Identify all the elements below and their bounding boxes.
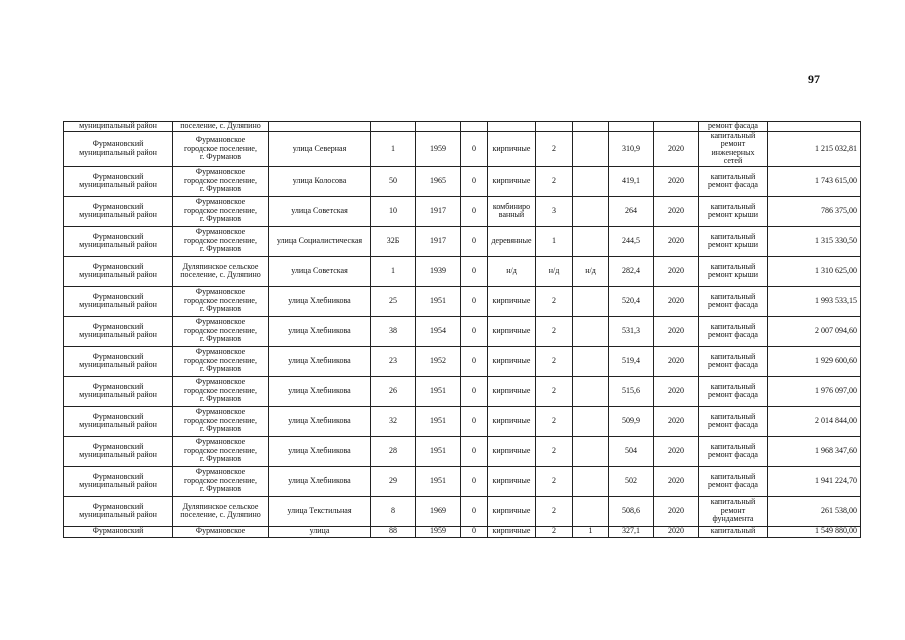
year-built-cell: 1951 xyxy=(416,376,461,406)
year-built-cell: 1917 xyxy=(416,226,461,256)
table-row xyxy=(64,226,861,256)
street-cell: улица Хлебникова xyxy=(269,316,371,346)
area-cell: 282,4 xyxy=(609,256,654,286)
street-cell xyxy=(269,122,371,132)
area-cell: 264 xyxy=(609,196,654,226)
table-row xyxy=(64,132,861,167)
work-type-cell: капитальный ремонт фундамента xyxy=(699,496,768,526)
plan-year-cell: 2020 xyxy=(654,132,699,167)
plan-year-cell: 2020 xyxy=(654,166,699,196)
district-cell: Фурмановский xyxy=(64,526,173,537)
district-cell: Фурмановский муниципальный район xyxy=(64,406,173,436)
year-renovated-cell: 0 xyxy=(461,196,488,226)
work-type-cell: капитальный ремонт крыши xyxy=(699,256,768,286)
plan-year-cell: 2020 xyxy=(654,196,699,226)
area-cell: 327,1 xyxy=(609,526,654,537)
wall-material-cell: комбиниро ванный xyxy=(488,196,536,226)
plan-year-cell: 2020 xyxy=(654,466,699,496)
street-cell: улица Социалистическая xyxy=(269,226,371,256)
cost-cell: 261 538,00 xyxy=(768,496,861,526)
cost-cell: 1 315 330,50 xyxy=(768,226,861,256)
wall-material-cell: кирпичные xyxy=(488,526,536,537)
area-cell xyxy=(609,122,654,132)
house-number-cell: 28 xyxy=(371,436,416,466)
house-number-cell: 8 xyxy=(371,496,416,526)
floors-cell: 2 xyxy=(536,132,573,167)
wall-material-cell: кирпичные xyxy=(488,496,536,526)
settlement-cell: Дуляпинское сельское поселение, с. Дуляпино xyxy=(173,256,269,286)
settlement-cell: Фурмановское городское поселение, г. Фурманов xyxy=(173,466,269,496)
cost-cell: 1 993 533,15 xyxy=(768,286,861,316)
floors-cell: 2 xyxy=(536,166,573,196)
floors-cell: 2 xyxy=(536,346,573,376)
entrances-cell xyxy=(573,166,609,196)
house-number-cell: 23 xyxy=(371,346,416,376)
cost-cell: 1 976 097,00 xyxy=(768,376,861,406)
district-cell: Фурмановский муниципальный район xyxy=(64,346,173,376)
street-cell: улица Хлебникова xyxy=(269,436,371,466)
year-renovated-cell: 0 xyxy=(461,526,488,537)
entrances-cell xyxy=(573,436,609,466)
wall-material-cell: кирпичные xyxy=(488,346,536,376)
entrances-cell xyxy=(573,286,609,316)
settlement-cell: Фурмановское городское поселение, г. Фурманов xyxy=(173,346,269,376)
wall-material-cell: кирпичные xyxy=(488,316,536,346)
cost-cell: 1 968 347,60 xyxy=(768,436,861,466)
plan-year-cell: 2020 xyxy=(654,436,699,466)
wall-material-cell: кирпичные xyxy=(488,166,536,196)
house-number-cell: 32Б xyxy=(371,226,416,256)
area-cell: 508,6 xyxy=(609,496,654,526)
cost-cell: 1 743 615,00 xyxy=(768,166,861,196)
street-cell: улица Хлебникова xyxy=(269,376,371,406)
year-built-cell: 1952 xyxy=(416,346,461,376)
district-cell: Фурмановский муниципальный район xyxy=(64,132,173,167)
year-built-cell: 1954 xyxy=(416,316,461,346)
entrances-cell xyxy=(573,226,609,256)
plan-year-cell: 2020 xyxy=(654,226,699,256)
table-row xyxy=(64,166,861,196)
table-row xyxy=(64,316,861,346)
plan-year-cell: 2020 xyxy=(654,316,699,346)
entrances-cell xyxy=(573,376,609,406)
cost-cell: 1 215 032,81 xyxy=(768,132,861,167)
table-row xyxy=(64,256,861,286)
work-type-cell: капитальный ремонт фасада xyxy=(699,436,768,466)
plan-year-cell: 2020 xyxy=(654,526,699,537)
district-cell: Фурмановский муниципальный район xyxy=(64,196,173,226)
floors-cell: 2 xyxy=(536,436,573,466)
settlement-cell: Фурмановское городское поселение, г. Фурманов xyxy=(173,286,269,316)
floors-cell: 1 xyxy=(536,226,573,256)
settlement-cell: Фурмановское xyxy=(173,526,269,537)
cost-cell: 2 007 094,60 xyxy=(768,316,861,346)
entrances-cell xyxy=(573,466,609,496)
house-number-cell: 38 xyxy=(371,316,416,346)
house-number-cell: 88 xyxy=(371,526,416,537)
floors-cell: 2 xyxy=(536,286,573,316)
plan-year-cell: 2020 xyxy=(654,256,699,286)
table-row xyxy=(64,196,861,226)
floors-cell xyxy=(536,122,573,132)
street-cell: улица Текстильная xyxy=(269,496,371,526)
wall-material-cell: кирпичные xyxy=(488,406,536,436)
wall-material-cell: кирпичные xyxy=(488,286,536,316)
settlement-cell: Фурмановское городское поселение, г. Фурманов xyxy=(173,166,269,196)
cost-cell: 1 310 625,00 xyxy=(768,256,861,286)
year-renovated-cell: 0 xyxy=(461,376,488,406)
floors-cell: 2 xyxy=(536,376,573,406)
street-cell: улица xyxy=(269,526,371,537)
street-cell: улица Советская xyxy=(269,256,371,286)
year-renovated-cell: 0 xyxy=(461,166,488,196)
table-row xyxy=(64,526,861,537)
year-built-cell: 1951 xyxy=(416,436,461,466)
year-renovated-cell: 0 xyxy=(461,436,488,466)
year-renovated-cell: 0 xyxy=(461,132,488,167)
table-row xyxy=(64,436,861,466)
work-type-cell: капитальный ремонт фасада xyxy=(699,346,768,376)
year-renovated-cell: 0 xyxy=(461,316,488,346)
page-number: 97 xyxy=(808,72,820,86)
entrances-cell xyxy=(573,346,609,376)
entrances-cell xyxy=(573,496,609,526)
housing-repair-table xyxy=(63,121,861,538)
settlement-cell: Фурмановское городское поселение, г. Фурманов xyxy=(173,226,269,256)
street-cell: улица Советская xyxy=(269,196,371,226)
house-number-cell xyxy=(371,122,416,132)
floors-cell: н/д xyxy=(536,256,573,286)
floors-cell: 2 xyxy=(536,526,573,537)
year-built-cell: 1951 xyxy=(416,466,461,496)
plan-year-cell xyxy=(654,122,699,132)
area-cell: 419,1 xyxy=(609,166,654,196)
work-type-cell: капитальный ремонт фасада xyxy=(699,466,768,496)
cost-cell: 1 941 224,70 xyxy=(768,466,861,496)
year-renovated-cell: 0 xyxy=(461,226,488,256)
floors-cell: 2 xyxy=(536,406,573,436)
area-cell: 531,3 xyxy=(609,316,654,346)
area-cell: 519,4 xyxy=(609,346,654,376)
settlement-cell: Фурмановское городское поселение, г. Фурманов xyxy=(173,196,269,226)
wall-material-cell: кирпичные xyxy=(488,132,536,167)
table-row xyxy=(64,466,861,496)
work-type-cell: капитальный ремонт крыши xyxy=(699,196,768,226)
work-type-cell: капитальный ремонт инженерных сетей xyxy=(699,132,768,167)
entrances-cell xyxy=(573,316,609,346)
year-built-cell: 1959 xyxy=(416,132,461,167)
work-type-cell: капитальный ремонт фасада xyxy=(699,166,768,196)
street-cell: улица Хлебникова xyxy=(269,346,371,376)
year-built-cell xyxy=(416,122,461,132)
entrances-cell: н/д xyxy=(573,256,609,286)
district-cell: Фурмановский муниципальный район xyxy=(64,436,173,466)
year-built-cell: 1951 xyxy=(416,406,461,436)
table-row xyxy=(64,406,861,436)
table-row xyxy=(64,346,861,376)
entrances-cell xyxy=(573,406,609,436)
district-cell: Фурмановский муниципальный район xyxy=(64,466,173,496)
table-body xyxy=(64,122,861,538)
entrances-cell xyxy=(573,122,609,132)
house-number-cell: 26 xyxy=(371,376,416,406)
district-cell: Фурмановский муниципальный район xyxy=(64,316,173,346)
district-cell: Фурмановский муниципальный район xyxy=(64,376,173,406)
settlement-cell: Фурмановское городское поселение, г. Фурманов xyxy=(173,132,269,167)
entrances-cell xyxy=(573,196,609,226)
entrances-cell: 1 xyxy=(573,526,609,537)
table-row xyxy=(64,286,861,316)
settlement-cell: поселение, с. Дуляпино xyxy=(173,122,269,132)
settlement-cell: Дуляпинское сельское поселение, с. Дуляпино xyxy=(173,496,269,526)
wall-material-cell: н/д xyxy=(488,256,536,286)
house-number-cell: 1 xyxy=(371,132,416,167)
table-row xyxy=(64,376,861,406)
year-renovated-cell: 0 xyxy=(461,496,488,526)
work-type-cell: капитальный ремонт крыши xyxy=(699,226,768,256)
work-type-cell: капитальный ремонт фасада xyxy=(699,406,768,436)
year-renovated-cell: 0 xyxy=(461,406,488,436)
floors-cell: 3 xyxy=(536,196,573,226)
area-cell: 244,5 xyxy=(609,226,654,256)
plan-year-cell: 2020 xyxy=(654,346,699,376)
area-cell: 502 xyxy=(609,466,654,496)
work-type-cell: капитальный ремонт фасада xyxy=(699,316,768,346)
wall-material-cell xyxy=(488,122,536,132)
house-number-cell: 10 xyxy=(371,196,416,226)
district-cell: Фурмановский муниципальный район xyxy=(64,256,173,286)
district-cell: муниципальный район xyxy=(64,122,173,132)
settlement-cell: Фурмановское городское поселение, г. Фурманов xyxy=(173,316,269,346)
house-number-cell: 25 xyxy=(371,286,416,316)
floors-cell: 2 xyxy=(536,316,573,346)
area-cell: 310,9 xyxy=(609,132,654,167)
house-number-cell: 1 xyxy=(371,256,416,286)
district-cell: Фурмановский муниципальный район xyxy=(64,496,173,526)
cost-cell: 2 014 844,00 xyxy=(768,406,861,436)
district-cell: Фурмановский муниципальный район xyxy=(64,286,173,316)
work-type-cell: капитальный ремонт фасада xyxy=(699,376,768,406)
floors-cell: 2 xyxy=(536,466,573,496)
plan-year-cell: 2020 xyxy=(654,496,699,526)
year-renovated-cell: 0 xyxy=(461,256,488,286)
year-built-cell: 1969 xyxy=(416,496,461,526)
district-cell: Фурмановский муниципальный район xyxy=(64,226,173,256)
year-renovated-cell: 0 xyxy=(461,466,488,496)
year-built-cell: 1965 xyxy=(416,166,461,196)
entrances-cell xyxy=(573,132,609,167)
plan-year-cell: 2020 xyxy=(654,406,699,436)
street-cell: улица Хлебникова xyxy=(269,406,371,436)
floors-cell: 2 xyxy=(536,496,573,526)
area-cell: 504 xyxy=(609,436,654,466)
cost-cell: 786 375,00 xyxy=(768,196,861,226)
street-cell: улица Северная xyxy=(269,132,371,167)
settlement-cell: Фурмановское городское поселение, г. Фурманов xyxy=(173,436,269,466)
work-type-cell: капитальный ремонт фасада xyxy=(699,286,768,316)
house-number-cell: 29 xyxy=(371,466,416,496)
district-cell: Фурмановский муниципальный район xyxy=(64,166,173,196)
plan-year-cell: 2020 xyxy=(654,376,699,406)
cost-cell: 1 549 880,00 xyxy=(768,526,861,537)
table-row xyxy=(64,122,861,132)
area-cell: 509,9 xyxy=(609,406,654,436)
wall-material-cell: кирпичные xyxy=(488,376,536,406)
year-built-cell: 1959 xyxy=(416,526,461,537)
year-built-cell: 1951 xyxy=(416,286,461,316)
year-renovated-cell: 0 xyxy=(461,286,488,316)
cost-cell: 1 929 600,60 xyxy=(768,346,861,376)
street-cell: улица Хлебникова xyxy=(269,286,371,316)
settlement-cell: Фурмановское городское поселение, г. Фурманов xyxy=(173,376,269,406)
year-built-cell: 1939 xyxy=(416,256,461,286)
year-renovated-cell xyxy=(461,122,488,132)
area-cell: 515,6 xyxy=(609,376,654,406)
table-row xyxy=(64,496,861,526)
wall-material-cell: кирпичные xyxy=(488,466,536,496)
work-type-cell: ремонт фасада xyxy=(699,122,768,132)
street-cell: улица Колосова xyxy=(269,166,371,196)
house-number-cell: 32 xyxy=(371,406,416,436)
wall-material-cell: деревянные xyxy=(488,226,536,256)
settlement-cell: Фурмановское городское поселение, г. Фурманов xyxy=(173,406,269,436)
work-type-cell: капитальный xyxy=(699,526,768,537)
wall-material-cell: кирпичные xyxy=(488,436,536,466)
street-cell: улица Хлебникова xyxy=(269,466,371,496)
year-built-cell: 1917 xyxy=(416,196,461,226)
area-cell: 520,4 xyxy=(609,286,654,316)
plan-year-cell: 2020 xyxy=(654,286,699,316)
house-number-cell: 50 xyxy=(371,166,416,196)
cost-cell xyxy=(768,122,861,132)
year-renovated-cell: 0 xyxy=(461,346,488,376)
